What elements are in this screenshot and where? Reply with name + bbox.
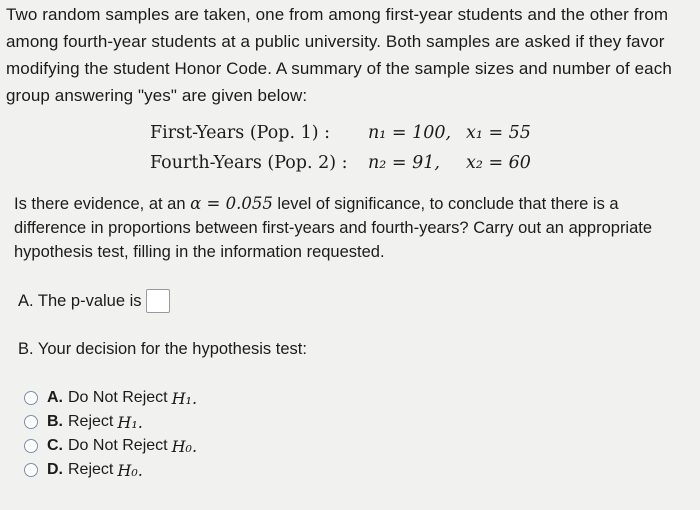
fourth-years-label: Fourth-Years (Pop. 2) : (150, 153, 348, 173)
option-d-letter: D. (47, 461, 63, 478)
option-b-text: Reject (68, 413, 114, 430)
option-d-math: H₀. (117, 460, 143, 480)
part-a (18, 289, 170, 313)
question-text-after: level of significance, to conclude that there is a difference in proportions between first-years and fourth-years? Carry out an appropriate hypothesis test, filling in the information requested. (14, 195, 653, 261)
option-b-math: H₁. (117, 412, 143, 432)
alpha-value: α = 0.055 (190, 194, 273, 213)
decision-options (24, 386, 197, 482)
option-a[interactable] (24, 386, 197, 410)
option-c[interactable] (24, 434, 197, 458)
sample-data-table (150, 118, 531, 178)
option-d[interactable] (24, 458, 197, 482)
option-b-letter: B. (47, 413, 63, 430)
option-a-math: H₁. (171, 388, 198, 408)
fourth-years-row (150, 148, 531, 178)
part-b-label: B. Your decision for the hypothesis test: (18, 340, 307, 358)
option-a-letter: A. (47, 389, 63, 406)
first-years-x: x₁ = 55 (466, 123, 531, 143)
option-a-text: Do Not Reject (68, 389, 168, 406)
option-c-text: Do Not Reject (68, 437, 168, 454)
first-years-label: First-Years (Pop. 1) : (150, 123, 331, 143)
question-text-before: Is there evidence, at an (14, 195, 191, 213)
problem-intro: Two random samples are taken, one from among first-year students and the other from among fourth-year students at a public university. Both samples are asked if they favor modifying the student Honor Code. A summary of the sample sizes and number of each group answering "yes" are given below: (6, 5, 672, 105)
option-c-letter: C. (47, 437, 63, 454)
option-d-text: Reject (68, 461, 114, 478)
option-b[interactable] (24, 410, 197, 434)
hypothesis-question (14, 192, 690, 264)
first-years-row (150, 118, 531, 148)
option-c-math: H₀. (171, 436, 198, 456)
p-value-input[interactable] (146, 289, 170, 313)
fourth-years-x: x₂ = 60 (466, 153, 531, 173)
p-value-label: A. The p-value is (18, 291, 142, 310)
fourth-years-n: n₂ = 91, (368, 153, 440, 173)
radio-a[interactable] (24, 391, 38, 405)
first-years-n: n₁ = 100, (368, 123, 452, 143)
radio-d[interactable] (24, 463, 38, 477)
radio-c[interactable] (24, 439, 38, 453)
radio-b[interactable] (24, 415, 38, 429)
